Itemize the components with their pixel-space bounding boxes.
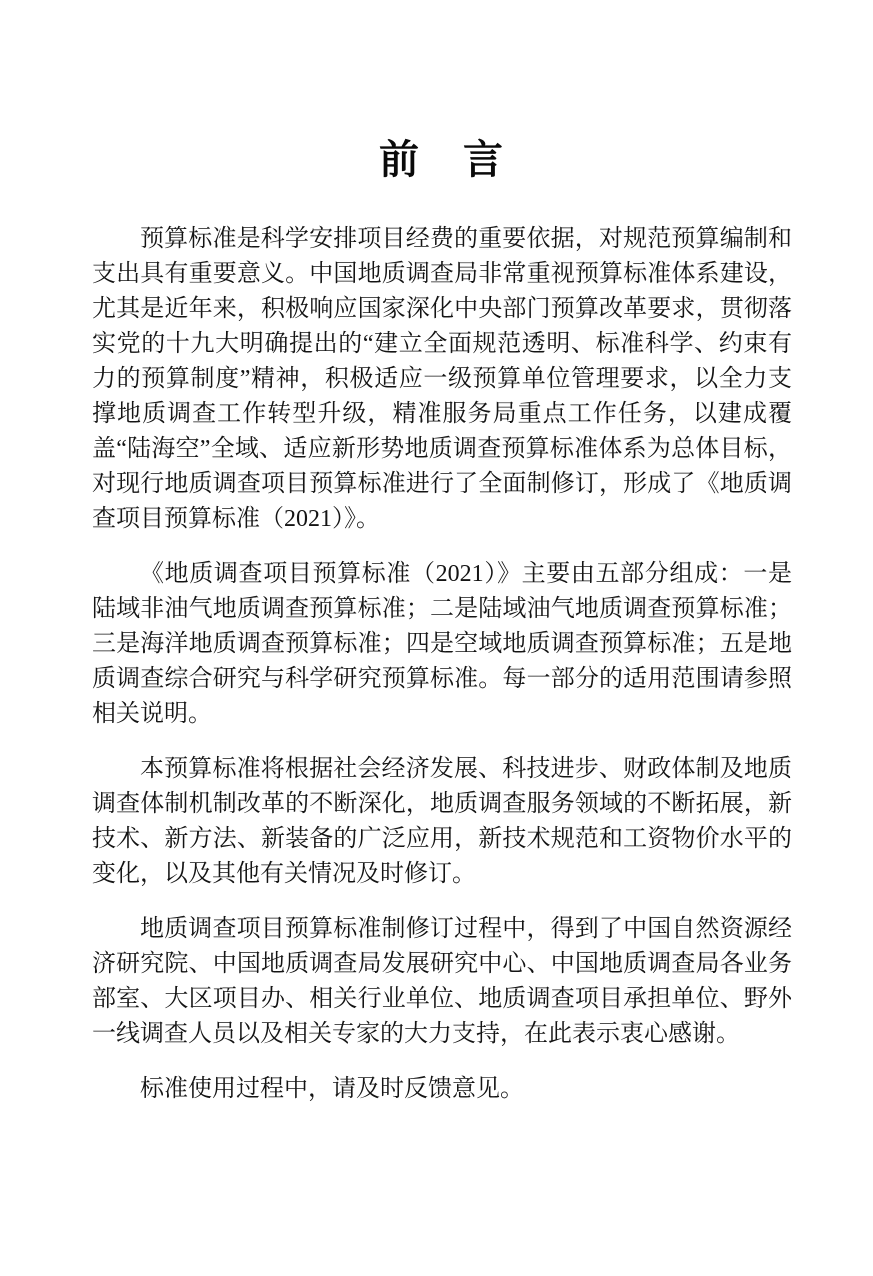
preface-paragraph-2: 《地质调查项目预算标准（2021）》主要由五部分组成：一是陆域非油气地质调查预算标准；二是陆域油气地质调查预算标准；三是海洋地质调查预算标准；四是空域地质调查预算标准；五是地质调查综合研究与科学研究预算标准。每一部分的适用范围请参照相关说明。: [92, 561, 792, 727]
page-title: 前 言: [379, 137, 505, 182]
preface-paragraph-3: 本预算标准将根据社会经济发展、科技进步、财政体制及地质调查体制机制改革的不断深化，地质调查服务领域的不断拓展，新技术、新方法、新装备的广泛应用，新技术规范和工资物价水平的变化，以及其他有关情况及时修订。: [92, 756, 792, 887]
preface-paragraph-5: 标准使用过程中，请及时反馈意见。: [140, 1076, 524, 1102]
preface-body: [92, 222, 792, 1107]
preface-paragraph-4: 地质调查项目预算标准制修订过程中，得到了中国自然资源经济研究院、中国地质调查局发展研究中心、中国地质调查局各业务部室、大区项目办、相关行业单位、地质调查项目承担单位、野外一线调查人员以及相关专家的大力支持，在此表示衷心感谢。: [92, 916, 792, 1047]
preface-paragraph-1: 预算标准是科学安排项目经费的重要依据，对规范预算编制和支出具有重要意义。中国地质调查局非常重视预算标准体系建设，尤其是近年来，积极响应国家深化中央部门预算改革要求，贯彻落实党的十九大明确提出的“建立全面规范透明、标准科学、约束有力的预算制度”精神，积极适应一级预算单位管理要求，以全力支撑地质调查工作转型升级，精准服务局重点工作任务，以建成覆盖“陆海空”全域、适应新形势地质调查预算标准体系为总体目标，对现行地质调查项目预算标准进行了全面制修订，形成了《地质调查项目预算标准（2021）》。: [92, 226, 792, 532]
